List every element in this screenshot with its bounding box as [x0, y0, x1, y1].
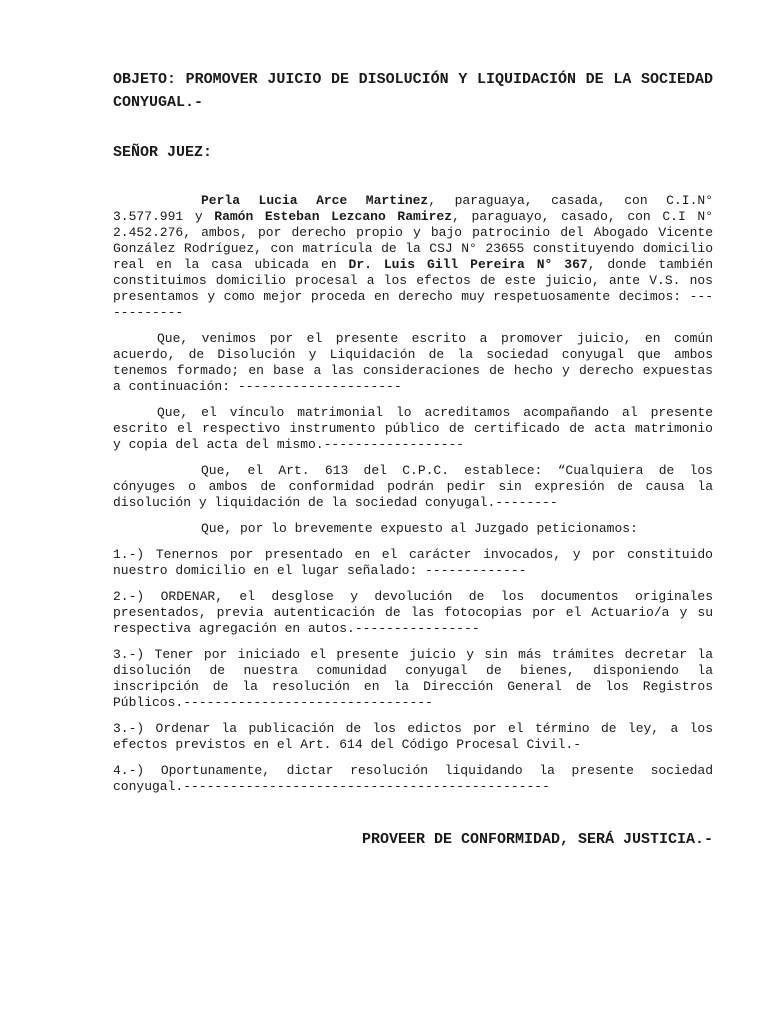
petition-item-2: 2.-) ORDENAR, el desglose y devolución de los documentos originales presentados, previa autenticación de las fotocopias por el Actuario/a y su respectiva agregación en autos.----------------	[113, 589, 713, 636]
petition-item-5: 4.-) Oportunamente, dictar resolución liquidando la presente sociedad conyugal.-----------------------------------------------	[113, 763, 713, 794]
salutation: SEÑOR JUEZ:	[113, 144, 213, 161]
intro-paragraph	[113, 193, 713, 321]
petitioner-name-2: Ramón Esteban Lezcano Ramirez	[214, 209, 453, 224]
intro-text-3: , donde también constituimos domicilio procesal a los efectos de este juicio, ante V.S. nos presentamos y como mejor proceda en derecho muy respetuosamente decimos: ------------	[113, 257, 713, 320]
paragraph-peticion: Que, por lo brevemente expuesto al Juzgado peticionamos:	[201, 521, 638, 536]
petitioner-name-1: Perla Lucia Arce Martinez	[201, 193, 429, 208]
closing-formula: PROVEER DE CONFORMIDAD, SERÁ JUSTICIA.-	[361, 831, 713, 848]
paragraph-venimos: Que, venimos por el presente escrito a promover juicio, en común acuerdo, de Disolución y Liquidación de la sociedad conyugal que ambos tenemos formado; en base a las consideraciones de hecho y derecho expuestas a continuación: ---------------------	[113, 331, 713, 394]
document-body	[113, 193, 713, 805]
petition-item-3: 3.-) Tener por iniciado el presente juicio y sin más trámites decretar la disolución de nuestra comunidad conyugal de bienes, disponiendo la inscripción de la resolución en la Dirección General de los Registros Públicos.--------------------------------	[113, 647, 713, 710]
paragraph-articulo: Que, el Art. 613 del C.P.C. establece: “Cualquiera de los cónyuges o ambos de conformidad podrán pedir sin expresión de causa la disolución y liquidación de la sociedad conyugal.--------	[113, 463, 713, 510]
petition-item-4: 3.-) Ordenar la publicación de los edictos por el término de ley, a los efectos previstos en el Art. 614 del Código Procesal Civil.-	[113, 721, 713, 752]
intro-text-2: , paraguayo, casado, con C.I N° 2.452.276, ambos, por derecho propio y bajo patrocinio del Abogado Vicente González Rodríguez, con matrícula de la CSJ N° 23655 constituyendo domicilio real en la casa ubicada en	[113, 209, 713, 272]
intro-text-1: , paraguaya, casada, con C.I.N° 3.577.991 y	[113, 193, 713, 224]
petition-item-1: 1.-) Tenernos por presentado en el carácter invocados, y por constituido nuestro domicilio en el lugar señalado: -------------	[113, 547, 713, 578]
domicile-address: Dr. Luis Gill Pereira N° 367	[348, 257, 588, 272]
paragraph-vinculo: Que, el vínculo matrimonial lo acreditamos acompañando al presente escrito el respectivo instrumento público de certificado de acta matrimonio y copia del acta del mismo.------------------	[113, 405, 713, 452]
document-title: OBJETO: PROMOVER JUICIO DE DISOLUCIÓN Y LIQUIDACIÓN DE LA SOCIEDAD CONYUGAL.-	[113, 71, 713, 111]
